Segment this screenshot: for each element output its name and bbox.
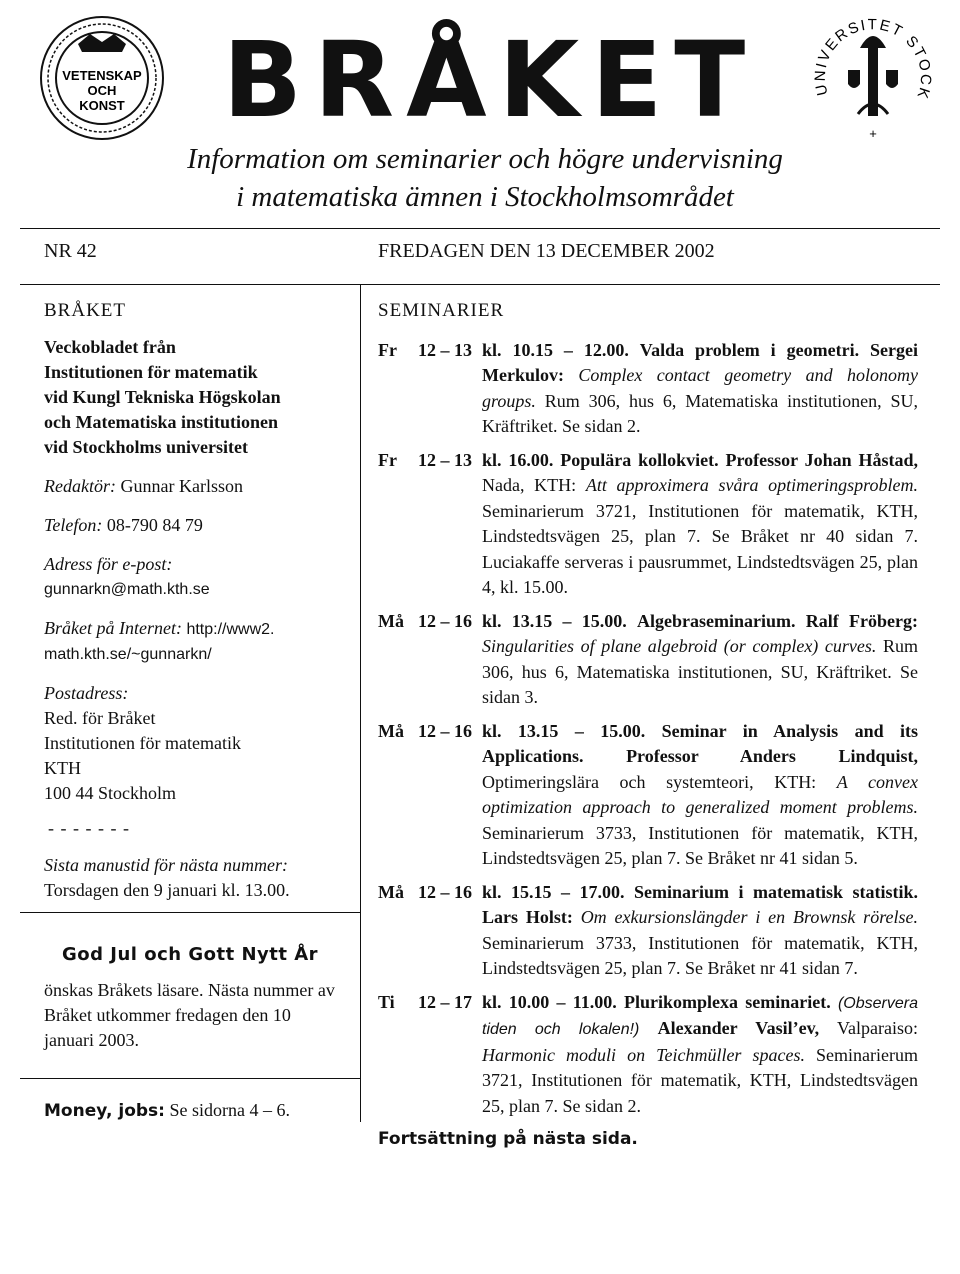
phone-line — [44, 513, 344, 538]
about-line: och Matematiska institutionen — [44, 412, 278, 432]
seminar-heading: SEMINARIER — [378, 300, 505, 321]
newsletter-title: BRÅKET — [222, 19, 758, 141]
about-line: vid Stockholms universitet — [44, 437, 249, 457]
seminar-day: Fr — [378, 339, 397, 360]
postal-label: Postadress: — [44, 683, 129, 703]
seminar-speaker: Sergei Merkulov: — [482, 339, 918, 385]
about-line: Institutionen för matematik — [44, 362, 258, 382]
seminar-time: kl. 16.00. — [482, 449, 554, 470]
seminar-entry — [378, 880, 918, 982]
seminar-affiliation: Optimeringslära och systemteori, KTH: — [482, 771, 817, 792]
seminar-body — [482, 990, 918, 1120]
divider-left-1 — [20, 912, 360, 913]
editor-line — [44, 474, 344, 499]
seal-left-line3: KONST — [79, 98, 125, 113]
dash-separator: - - - - - - - — [48, 818, 130, 838]
plus-icon: + — [869, 126, 877, 141]
seminar-time: kl. 13.15 – 15.00. — [482, 720, 646, 741]
subtitle-line-2: i matematiska ämnen i Stockholmsområdet — [236, 181, 734, 213]
web-link-part2[interactable]: math.kth.se/~gunnarkn/ — [44, 646, 212, 663]
about-line: vid Kungl Tekniska Högskolan — [44, 387, 281, 407]
seminar-talk: Harmonic moduli on Teichmüller spaces. — [482, 1044, 805, 1065]
seminar-talk: Om exkursionslängder i en Brownsk rörelse. — [580, 907, 919, 927]
seminar-special-note: (Observera tiden och lokalen!) — [482, 994, 918, 1038]
seminar-time: kl. 10.15 – 12.00. — [482, 339, 629, 360]
seminar-title: Algebraseminarium. — [637, 610, 796, 631]
seminar-body — [482, 448, 918, 601]
seminar-talk: A convex optimization approach to generalized moment problems. — [482, 771, 919, 817]
holiday-greeting: God Jul och Gott Nytt År — [62, 944, 319, 965]
seminar-speaker: Ralf Fröberg: — [805, 610, 919, 631]
seminar-place: Seminarierum 3721, Institutionen för matematik, KTH, Lindstedtsvägen 25, plan 7. Se sidan 2. — [482, 1044, 918, 1116]
seminar-affiliation: Nada, KTH: — [482, 475, 577, 495]
seminar-date: 12 – 13 — [418, 339, 472, 360]
left-heading: BRÅKET — [44, 300, 126, 321]
divider-left-2 — [20, 1078, 360, 1079]
divider-top — [20, 228, 940, 229]
deadline-value: Torsdagen den 9 januari kl. 13.00. — [44, 880, 290, 900]
su-seal — [808, 14, 938, 144]
subtitle-line-1: Information om seminarier och högre undervisning — [187, 143, 783, 175]
seminar-title: Seminarium i matematisk statistik. — [634, 881, 918, 902]
seminar-date: 12 – 16 — [418, 881, 472, 902]
seminar-body — [482, 880, 918, 982]
web-link-part1[interactable]: http://www2. — [186, 621, 275, 638]
money-text: Se sidorna 4 – 6. — [169, 1100, 290, 1120]
web-label: Bråket på Internet: — [44, 618, 182, 638]
seminar-time: kl. 15.15 – 17.00. — [482, 881, 625, 902]
seminar-speaker: Alexander Vasil’ev, — [657, 1018, 820, 1038]
seminar-time: kl. 10.00 – 11.00. — [482, 991, 617, 1012]
seminar-entry — [378, 609, 918, 711]
phone-label: Telefon: — [44, 515, 103, 535]
seminar-place: Rum 306, hus 6, Matematiska institutionen, SU, Kräftriket. Se sidan 3. — [482, 636, 919, 707]
seminar-talk: Complex contact geometry and holonomy groups. — [482, 365, 918, 411]
about-line: Veckobladet från — [44, 337, 176, 357]
greeting-text: önskas Bråkets läsare. Nästa nummer av Bråket utkommer fredagen den 10 januari 2003. — [44, 980, 335, 1050]
seminar-place: Seminarierum 3721, Institutionen för matematik, KTH, Lindstedtsvägen 25, plan 7. Se Bråket nr 40 sidan 7. Luciakaffe serveras i pausrummet, Lindstedtsvägen 25, plan 4, kl. 15.00. — [482, 500, 918, 597]
postal-line: Red. för Bråket — [44, 708, 156, 728]
seal-left-line2: OCH — [87, 83, 117, 98]
editor-name: Gunnar Karlsson — [120, 476, 243, 496]
seminar-title: Valda problem i geometri. — [639, 339, 860, 360]
seminar-time: kl. 13.15 – 15.00. — [482, 610, 627, 631]
seminar-date: 12 – 13 — [418, 449, 472, 470]
seminar-talk: Att approximera svåra optimeringsproblem. — [585, 475, 918, 495]
seminar-body — [482, 719, 918, 872]
money-label: Money, jobs: — [44, 1101, 165, 1121]
left-column — [44, 298, 344, 903]
seminar-date: 12 – 16 — [418, 720, 472, 741]
seminar-entry — [378, 338, 918, 440]
seminar-title: Plurikomplexa seminariet. — [624, 991, 831, 1012]
continuation-note: Fortsättning på nästa sida. — [378, 1129, 638, 1149]
seminar-affiliation: Valparaiso: — [837, 1018, 919, 1038]
money-jobs-line — [44, 1100, 290, 1121]
seminar-speaker: Lars Holst: — [482, 907, 573, 927]
seal-right-text: UNIVERSITET STOCK — [811, 16, 935, 103]
seal-left-line1: VETENSKAP — [62, 68, 142, 83]
seminar-title: Populära kollokviet. — [560, 449, 719, 470]
deadline-label: Sista manustid för nästa nummer: — [44, 855, 289, 875]
subtitle — [60, 140, 910, 216]
seminar-body — [482, 609, 918, 711]
seminar-body — [482, 338, 918, 440]
issue-number: NR 42 — [44, 240, 97, 262]
seminar-date: 12 – 16 — [418, 610, 472, 631]
issue-date: FREDAGEN DEN 13 DECEMBER 2002 — [378, 240, 715, 262]
kth-seal — [38, 14, 166, 142]
seminar-date: 12 – 17 — [418, 991, 472, 1012]
seminar-talk: Singularities of plane algebroid (or complex) curves. — [482, 636, 877, 656]
divider-middle — [20, 284, 940, 285]
seminar-day: Ti — [378, 991, 395, 1012]
seminar-entry — [378, 448, 918, 601]
postal-line: Institutionen för matematik — [44, 733, 241, 753]
seminar-entry — [378, 719, 918, 872]
seminar-day: Må — [378, 720, 404, 741]
seminar-entry — [378, 990, 918, 1120]
postal-line: 100 44 Stockholm — [44, 783, 177, 803]
seminar-day: Må — [378, 881, 404, 902]
seminar-day: Fr — [378, 449, 397, 470]
column-divider — [360, 284, 361, 1122]
seminar-place: Seminarierum 3733, Institutionen för matematik, KTH, Lindstedtsvägen 25, plan 7. Se Bråket nr 41 sidan 5. — [482, 822, 918, 868]
seminar-title: Seminar in Analysis and its Applications. — [482, 720, 918, 766]
editor-label: Redaktör: — [44, 476, 116, 496]
seminar-place: Rum 306, hus 6, Matematiska institutionen, SU, Kräftriket. Se sidan 2. — [482, 390, 919, 436]
web-line — [44, 616, 344, 642]
seminar-speaker: Professor Johan Håstad, — [725, 449, 919, 470]
seminar-column — [378, 298, 918, 1153]
email-link[interactable]: gunnarkn@math.kth.se — [44, 581, 210, 598]
phone-value: 08-790 84 79 — [106, 515, 203, 535]
postal-line: KTH — [44, 758, 81, 778]
seminar-place: Seminarierum 3733, Institutionen för matematik, KTH, Lindstedtsvägen 25, plan 7. Se Bråket nr 41 sidan 7. — [482, 932, 918, 978]
seminar-speaker: Professor Anders Lindquist, — [626, 746, 918, 766]
email-label: Adress för e-post: — [44, 554, 173, 574]
seminar-day: Må — [378, 610, 404, 631]
